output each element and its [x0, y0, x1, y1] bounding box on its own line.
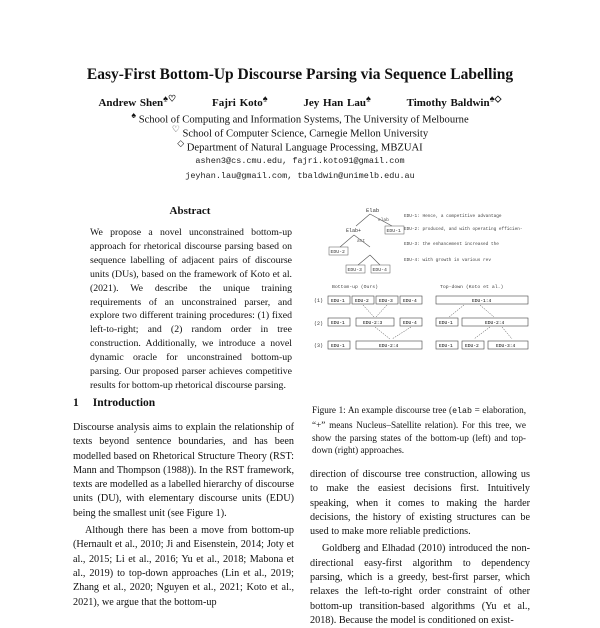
tree-edge-label: elab [378, 218, 389, 223]
paragraph: Goldberg and Elhadad (2010) introduced the non-directional easy-first algorithm to dependency parsing, which is a greedy, best-first parser, which relaxes the left-to-right order constraint of other bottom-up transition-based algorithms (Yu et al., 2018). Because the model is conditioned on exist- [310, 543, 530, 626]
legend-line: EDU-1: Hence, a competitive advantage [404, 214, 502, 219]
bu-row3-unit: EDU-2:4 [379, 344, 399, 349]
paragraph: Discourse analysis aims to explain the relationship of texts beyond sentence boundaries, and has been modelled based on Rhetorical Structure Theory (RST: Mann and Thompson (1988)). In the RST framework, texts are modelled as a labelled hierarchy of discourse units (DU), with elementary discourse units (EDU) being the smallest unit (see Figure 1). [73, 422, 294, 519]
author-4: Timothy Baldwin♠◇ [406, 93, 502, 109]
bu-row1-unit: EDU-3 [379, 299, 393, 304]
figure-1-diagram [312, 204, 530, 394]
paragraph: direction of discourse tree construction, allowing us to make the easiest decisions first. Intuitively speaking, when it comes to making the harder decisions, the history of existing structures can be used to make more reliable predictions. [310, 469, 530, 538]
abstract-text: We propose a novel unconstrained bottom-up approach for rhetorical discourse parsing based on sequence labelling of adjacent pairs of discourse units (DUs), based on the framework of Koto et al. (2021). We describe the unique training requirements of an unconstrained parser, and explore two different training procedures: (1) fixed left-to-right; and (2) random order in tree construction. Additionally, we introduce a novel dynamic oracle for unconstrained bottom-up parsing. Our proposed parser achieves competitive results for bottom-up rhetorical discourse parsing. [90, 227, 292, 391]
bu-row1-unit: EDU-4 [403, 299, 417, 304]
author-3: Jey Han Lau♠ [303, 93, 371, 109]
top-down-panel-label: Top-down (Koto et al.) [440, 285, 504, 290]
abstract-heading: Abstract [169, 205, 211, 217]
affiliation-3: ◇ Department of Natural Language Processing, MBZUAI [177, 138, 423, 154]
row-label: (1) [314, 298, 324, 304]
section-heading: 1 Introduction [73, 397, 156, 409]
paper-title: Easy-First Bottom-Up Discourse Parsing via Sequence Labelling [86, 66, 514, 83]
td-row3-unit: EDU-3:4 [496, 344, 516, 349]
legend-line: EDU-2: produced, and with operating efficien- [404, 227, 523, 232]
bu-row1-unit: EDU-2 [355, 299, 369, 304]
figure-1-caption: Figure 1: An example discourse tree (elab = elaboration, “+” means Nucleus–Satellite relation). For this tree, we show the parsing states of the bottom-up (left) and top-down (right) approaches. [312, 405, 526, 456]
tree-node: EDU-3 [347, 268, 362, 273]
email-line-1: ashen3@cs.cmu.edu, fajri.koto91@gmail.com [195, 156, 405, 166]
tree-node: EDU-2 [330, 250, 345, 255]
bu-row2-unit: EDU-1 [331, 321, 345, 326]
bu-row2-unit: EDU-2:3 [363, 321, 383, 326]
legend-line: EDU-3: the enhancement increased the [404, 242, 499, 247]
tree-node: EDU-1 [386, 229, 401, 234]
author-2: Fajri Koto♠ [212, 93, 268, 109]
author-list [0, 93, 600, 109]
td-row2-unit: EDU-1 [439, 321, 453, 326]
row-label: (3) [314, 343, 324, 349]
td-row3-unit: EDU-2 [465, 344, 479, 349]
email-line-2: jeyhan.lau@gmail.com, tbaldwin@unimelb.edu.au [185, 171, 415, 181]
affiliation-2: ♡ School of Computer Science, Carnegie Mellon University [171, 124, 429, 140]
bottom-up-panel-label: Bottom-up (Ours) [332, 285, 379, 290]
td-row3-unit: EDU-1 [439, 344, 453, 349]
left-column-body [73, 421, 294, 610]
bu-row2-unit: EDU-4 [403, 321, 417, 326]
legend-line: EDU-4: with growth in various rev [404, 258, 491, 263]
paragraph: Although there has been a move from bottom-up (Hernault et al., 2010; Ji and Eisenstein, 2014; Joty et al., 2015; Li et al., 2016; Yu et al., 2018; Mabona et al., 2019) to top-down approaches (Lin et al., 2019; Zhang et al., 2020; Nguyen et al., 2021; Koto et al., 2021), we argue that the bottom-up [73, 525, 294, 608]
tree-node: EDU-4 [372, 268, 387, 273]
td-row1-unit: EDU-1:4 [472, 299, 492, 304]
tree-root-label: Elab [366, 207, 380, 214]
row-label: (2) [314, 321, 324, 327]
author-1: Andrew Shen♠♡ [98, 93, 177, 109]
td-row2-unit: EDU-2:4 [485, 321, 505, 326]
tree-edge-label: att [357, 239, 366, 244]
right-column-body [310, 468, 530, 628]
tree-node: Elab+ [346, 228, 362, 234]
bu-row3-unit: EDU-1 [331, 344, 345, 349]
bu-row1-unit: EDU-1 [331, 299, 345, 304]
affiliation-1: ♠ School of Computing and Information Systems, The University of Melbourne [131, 110, 469, 126]
